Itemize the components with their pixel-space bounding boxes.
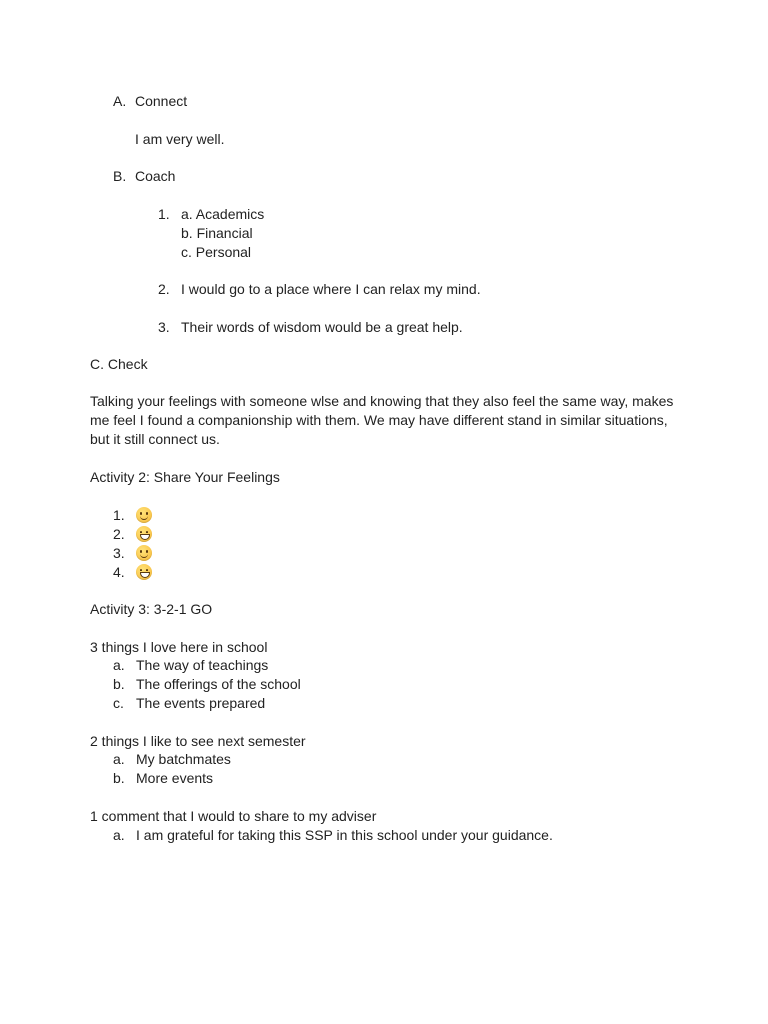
coach-item-2-marker: 2. [158,281,170,297]
coach-item-1-marker: 1. [158,206,170,222]
like-item-a-text: My batchmates [136,751,231,767]
coach-item-3-text: Their words of wisdom would be a great help. [181,319,463,335]
love-heading: 3 things I love here in school [90,639,268,655]
section-c-paragraph: Talking your feelings with someone wlse and knowing that they also feel the same way, makes me feel I found a companionship with them. We may have different stand in similar situations, but it still connect us. [90,393,674,447]
comment-item-a-text: I am grateful for taking this SSP in this school under your guidance. [136,827,553,843]
slightly-smiling-face-icon [136,506,152,524]
coach-item-1-line-c: c. Personal [181,244,252,260]
love-item-b-marker: b. [113,676,125,692]
section-a-answer: I am very well. [135,131,225,147]
like-item-a-marker: a. [113,751,125,767]
feeling-item-4-marker: 4. [113,564,125,580]
like-item-b-text: More events [136,770,214,786]
comment-item-a-marker: a. [113,827,125,843]
section-b-title: Coach [135,168,176,184]
coach-item-1-line-a: a. Academics [181,206,265,222]
slightly-smiling-face-icon [136,544,152,562]
like-heading: 2 things I like to see next semester [90,733,306,749]
love-item-c-marker: c. [113,695,124,711]
love-item-a-marker: a. [113,657,125,673]
grinning-face-icon [136,525,152,543]
section-a-title: Connect [135,93,188,109]
activity-2-title: Activity 2: Share Your Feelings [90,469,280,485]
feeling-item-2-marker: 2. [113,526,125,542]
love-item-c-text: The events prepared [136,695,266,711]
activity-3-title: Activity 3: 3-2-1 GO [90,601,213,617]
coach-item-1-line-b: b. Financial [181,225,253,241]
section-b-marker: B. [113,168,127,184]
section-c-title: C. Check [90,356,148,372]
coach-item-2-text: I would go to a place where I can relax my mind. [181,281,481,297]
feeling-item-1-marker: 1. [113,507,125,523]
coach-item-3-marker: 3. [158,319,170,335]
love-item-a-text: The way of teachings [136,657,269,673]
comment-heading: 1 comment that I would to share to my adviser [90,808,377,824]
love-item-b-text: The offerings of the school [136,676,301,692]
section-a-marker: A. [113,93,127,109]
grinning-face-icon [136,563,152,581]
like-item-b-marker: b. [113,770,125,786]
feeling-item-3-marker: 3. [113,545,125,561]
